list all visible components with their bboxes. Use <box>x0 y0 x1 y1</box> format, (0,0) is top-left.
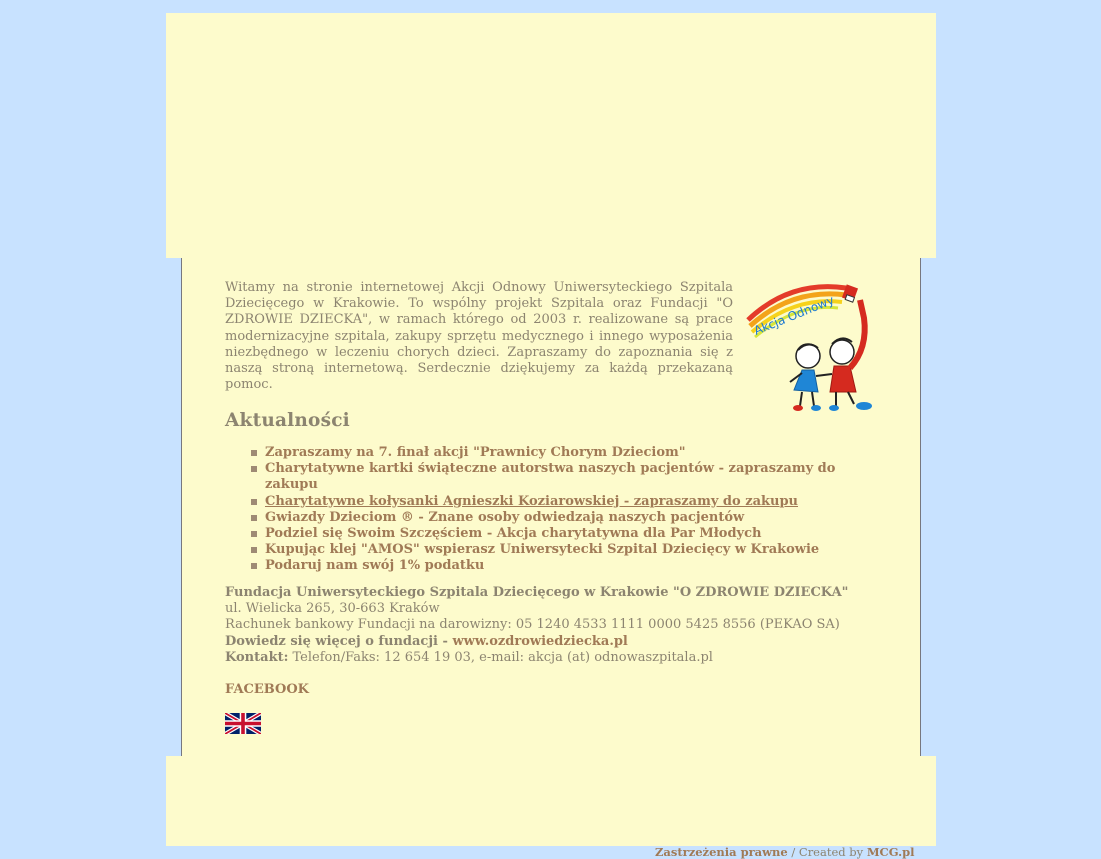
akcja-odnowy-logo <box>742 278 882 414</box>
legal-notice-link[interactable]: Zastrzeżenia prawne <box>655 845 788 859</box>
news-link[interactable]: Podziel się Swoim Szczęściem - Akcja charytatywna dla Par Młodych <box>265 526 762 542</box>
news-item[interactable] <box>265 558 865 574</box>
news-item[interactable] <box>265 542 865 558</box>
news-item[interactable] <box>265 445 865 461</box>
news-link[interactable]: Podaruj nam swój 1% podatku <box>265 558 485 574</box>
foundation-info <box>225 585 885 666</box>
square-bullet-icon <box>251 531 257 537</box>
uk-flag-language-icon[interactable] <box>225 713 261 734</box>
square-bullet-icon <box>251 466 257 472</box>
square-bullet-icon <box>251 515 257 521</box>
news-item[interactable] <box>265 510 865 526</box>
footer-credits <box>655 845 915 859</box>
foundation-name: Fundacja Uniwersyteckiego Szpitala Dziecięcego w Krakowie "O ZDROWIE DZIECKA" <box>225 585 849 600</box>
credit-separator: / Created by <box>787 845 867 859</box>
square-bullet-icon <box>251 547 257 553</box>
mcg-link[interactable]: MCG.pl <box>866 845 915 859</box>
news-link[interactable]: Kupując klej "AMOS" wspierasz Uniwersytecki Szpital Dziecięcy w Krakowie <box>265 542 820 558</box>
footer-banner <box>166 756 936 846</box>
intro-text: Witamy na stronie internetowej Akcji Odnowy Uniwersyteckiego Szpitala Dziecięcego w Krakowie. To wspólny projekt Szpitala oraz Fundacji "O ZDROWIE DZIECKA", w ramach którego od 2003 r. realizowane są prace modernizacyjne szpitala, zakupy sprzętu medycznego i innego wyposażenia niezbędnego w leczeniu chorych dzieci. Zapraszamy do zapoznania się z naszą stroną internetową. Serdecznie dziękujemy za każdą przekazaną pomoc. <box>225 280 733 393</box>
logo-text: Akcja Odnowy <box>751 292 837 338</box>
facebook-link[interactable]: FACEBOOK <box>225 682 309 697</box>
contact-value: Telefon/Faks: 12 654 19 03, e-mail: akcja (at) odnowaszpitala.pl <box>288 649 713 665</box>
news-link[interactable]: Zapraszamy na 7. finał akcji "Prawnicy Chorym Dzieciom" <box>265 445 686 460</box>
square-bullet-icon <box>251 499 257 505</box>
square-bullet-icon <box>251 450 257 456</box>
main-content <box>181 258 921 756</box>
foundation-website-link[interactable]: www.ozdrowiedziecka.pl <box>452 633 628 649</box>
news-item[interactable] <box>265 526 865 542</box>
news-heading: Aktualności <box>225 410 350 431</box>
foundation-address: ul. Wielicka 265, 30-663 Kraków <box>225 601 440 617</box>
news-link[interactable]: Gwiazdy Dzieciom ® - Znane osoby odwiedzają naszych pacjentów <box>265 509 745 525</box>
news-link[interactable]: Charytatywne kołysanki Agnieszki Koziarowskiej - zapraszamy do zakupu <box>265 493 799 509</box>
news-item[interactable] <box>265 494 865 510</box>
foundation-more-label: Dowiedz się więcej o fundacji - <box>225 633 453 649</box>
news-item[interactable] <box>265 461 865 493</box>
foundation-bank-account: Rachunek bankowy Fundacji na darowizny: 05 1240 4533 1111 0000 5425 8556 (PEKAO SA) <box>225 617 840 633</box>
square-bullet-icon <box>251 563 257 569</box>
news-link[interactable]: Charytatywne kartki świąteczne autorstwa naszych pacjentów - zapraszamy do zakupu <box>265 461 836 493</box>
contact-label: Kontakt: <box>225 649 289 665</box>
news-list <box>265 445 865 575</box>
header-banner <box>166 13 936 258</box>
